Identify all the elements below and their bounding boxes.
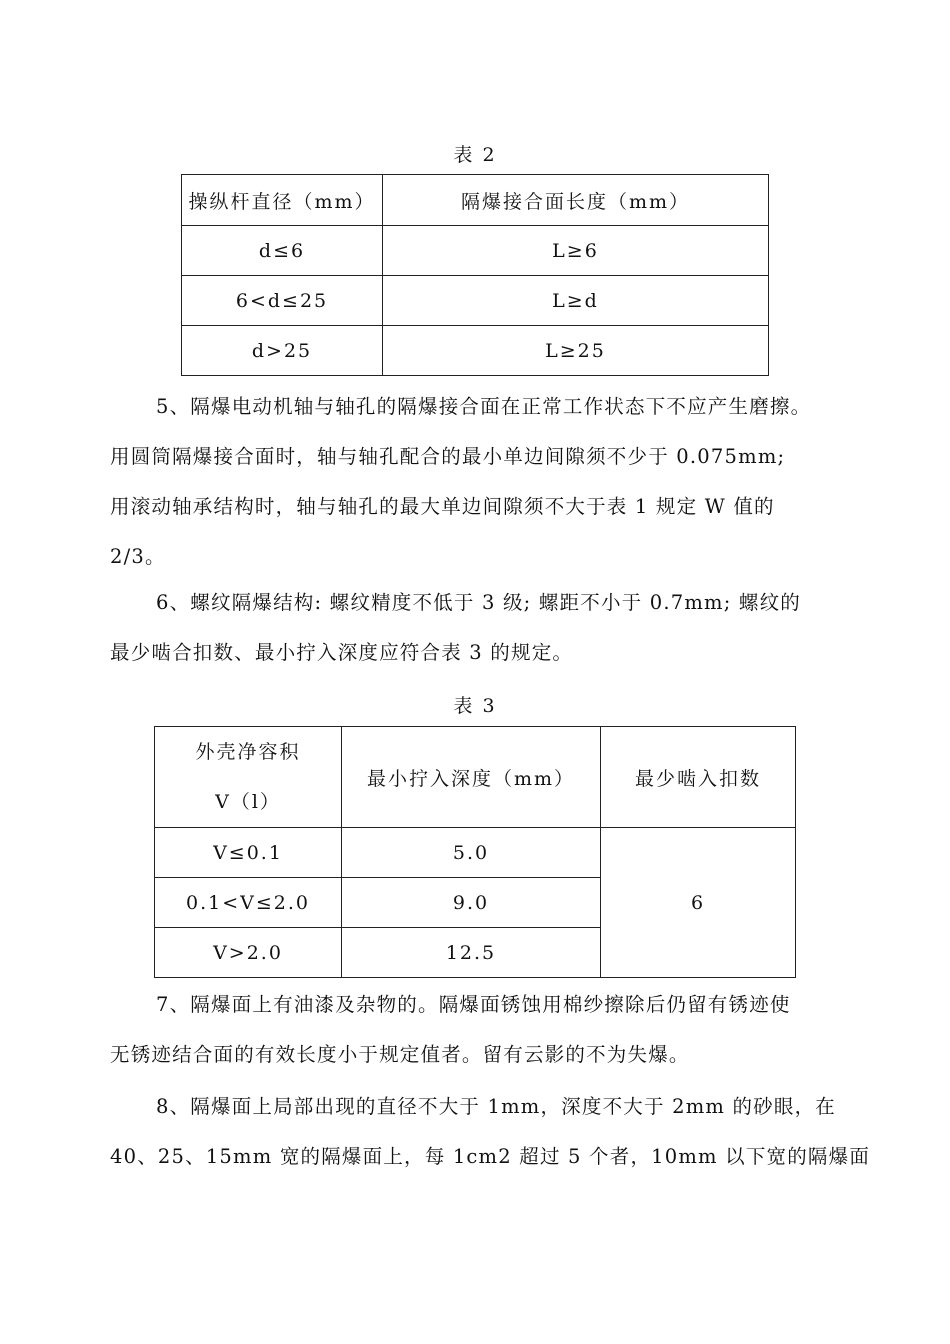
table-row <box>182 276 769 326</box>
table-row <box>155 828 796 878</box>
table3-cell: V>2.0 <box>155 928 342 978</box>
paragraph-5 <box>110 382 840 582</box>
table3-caption: 表 3 <box>453 695 497 717</box>
table2-cell: L≥6 <box>383 226 769 276</box>
table2-header-cell: 操纵杆直径（mm） <box>182 175 383 226</box>
paragraph-line: 8、隔爆面上局部出现的直径不大于 1mm，深度不大于 2mm 的砂眼，在 <box>156 1095 836 1118</box>
paragraph-line: 40、25、15mm 宽的隔爆面上，每 1cm2 超过 5 个者，10mm 以下宽的隔爆面 <box>110 1145 871 1168</box>
table3-header-cell: 最小拧入深度（mm） <box>342 727 601 828</box>
paragraph-7 <box>110 980 840 1080</box>
table3-header-cell <box>155 727 342 828</box>
table3-cell: V≤0.1 <box>155 828 342 878</box>
paragraph-8 <box>110 1082 871 1182</box>
table3-cell: 0.1<V≤2.0 <box>155 878 342 928</box>
paragraph-6 <box>110 578 840 678</box>
paragraph-line: 最少啮合扣数、最小拧入深度应符合表 3 的规定。 <box>110 641 574 664</box>
table-row <box>182 226 769 276</box>
table3-header-cell: 最少啮入扣数 <box>601 727 796 828</box>
table3-header-line: V（l） <box>215 791 281 813</box>
paragraph-line: 7、隔爆面上有油漆及杂物的。隔爆面锈蚀用棉纱擦除后仍留有锈迹使 <box>156 993 791 1016</box>
table2-cell: d≤6 <box>182 226 383 276</box>
table3-header-row <box>155 727 796 828</box>
paragraph-line: 2/3。 <box>110 545 166 568</box>
table3 <box>154 726 796 978</box>
paragraph-line: 6、螺纹隔爆结构: 螺纹精度不低于 3 级; 螺距不小于 0.7mm; 螺纹的 <box>156 591 802 614</box>
table2-caption: 表 2 <box>453 144 497 166</box>
table2-cell: L≥25 <box>383 326 769 376</box>
table2-cell: d>25 <box>182 326 383 376</box>
table2-header-row <box>182 175 769 226</box>
table3-merged-cell: 6 <box>601 828 796 978</box>
table2-cell: L≥d <box>383 276 769 326</box>
table-row <box>182 326 769 376</box>
paragraph-line: 5、隔爆电动机轴与轴孔的隔爆接合面在正常工作状态下不应产生磨擦。 <box>156 395 812 418</box>
table2-header-cell: 隔爆接合面长度（mm） <box>383 175 769 226</box>
table3-cell: 5.0 <box>342 828 601 878</box>
paragraph-line: 用圆筒隔爆接合面时，轴与轴孔配合的最小单边间隙须不少于 0.075mm; <box>110 445 786 468</box>
paragraph-line: 无锈迹结合面的有效长度小于规定值者。留有云影的不为失爆。 <box>110 1043 690 1066</box>
table2-cell: 6<d≤25 <box>182 276 383 326</box>
table3-cell: 9.0 <box>342 878 601 928</box>
table3-header-line: 外壳净容积 <box>195 741 301 763</box>
table2 <box>181 174 769 376</box>
table3-cell: 12.5 <box>342 928 601 978</box>
paragraph-line: 用滚动轴承结构时，轴与轴孔的最大单边间隙须不大于表 1 规定 W 值的 <box>110 495 775 518</box>
